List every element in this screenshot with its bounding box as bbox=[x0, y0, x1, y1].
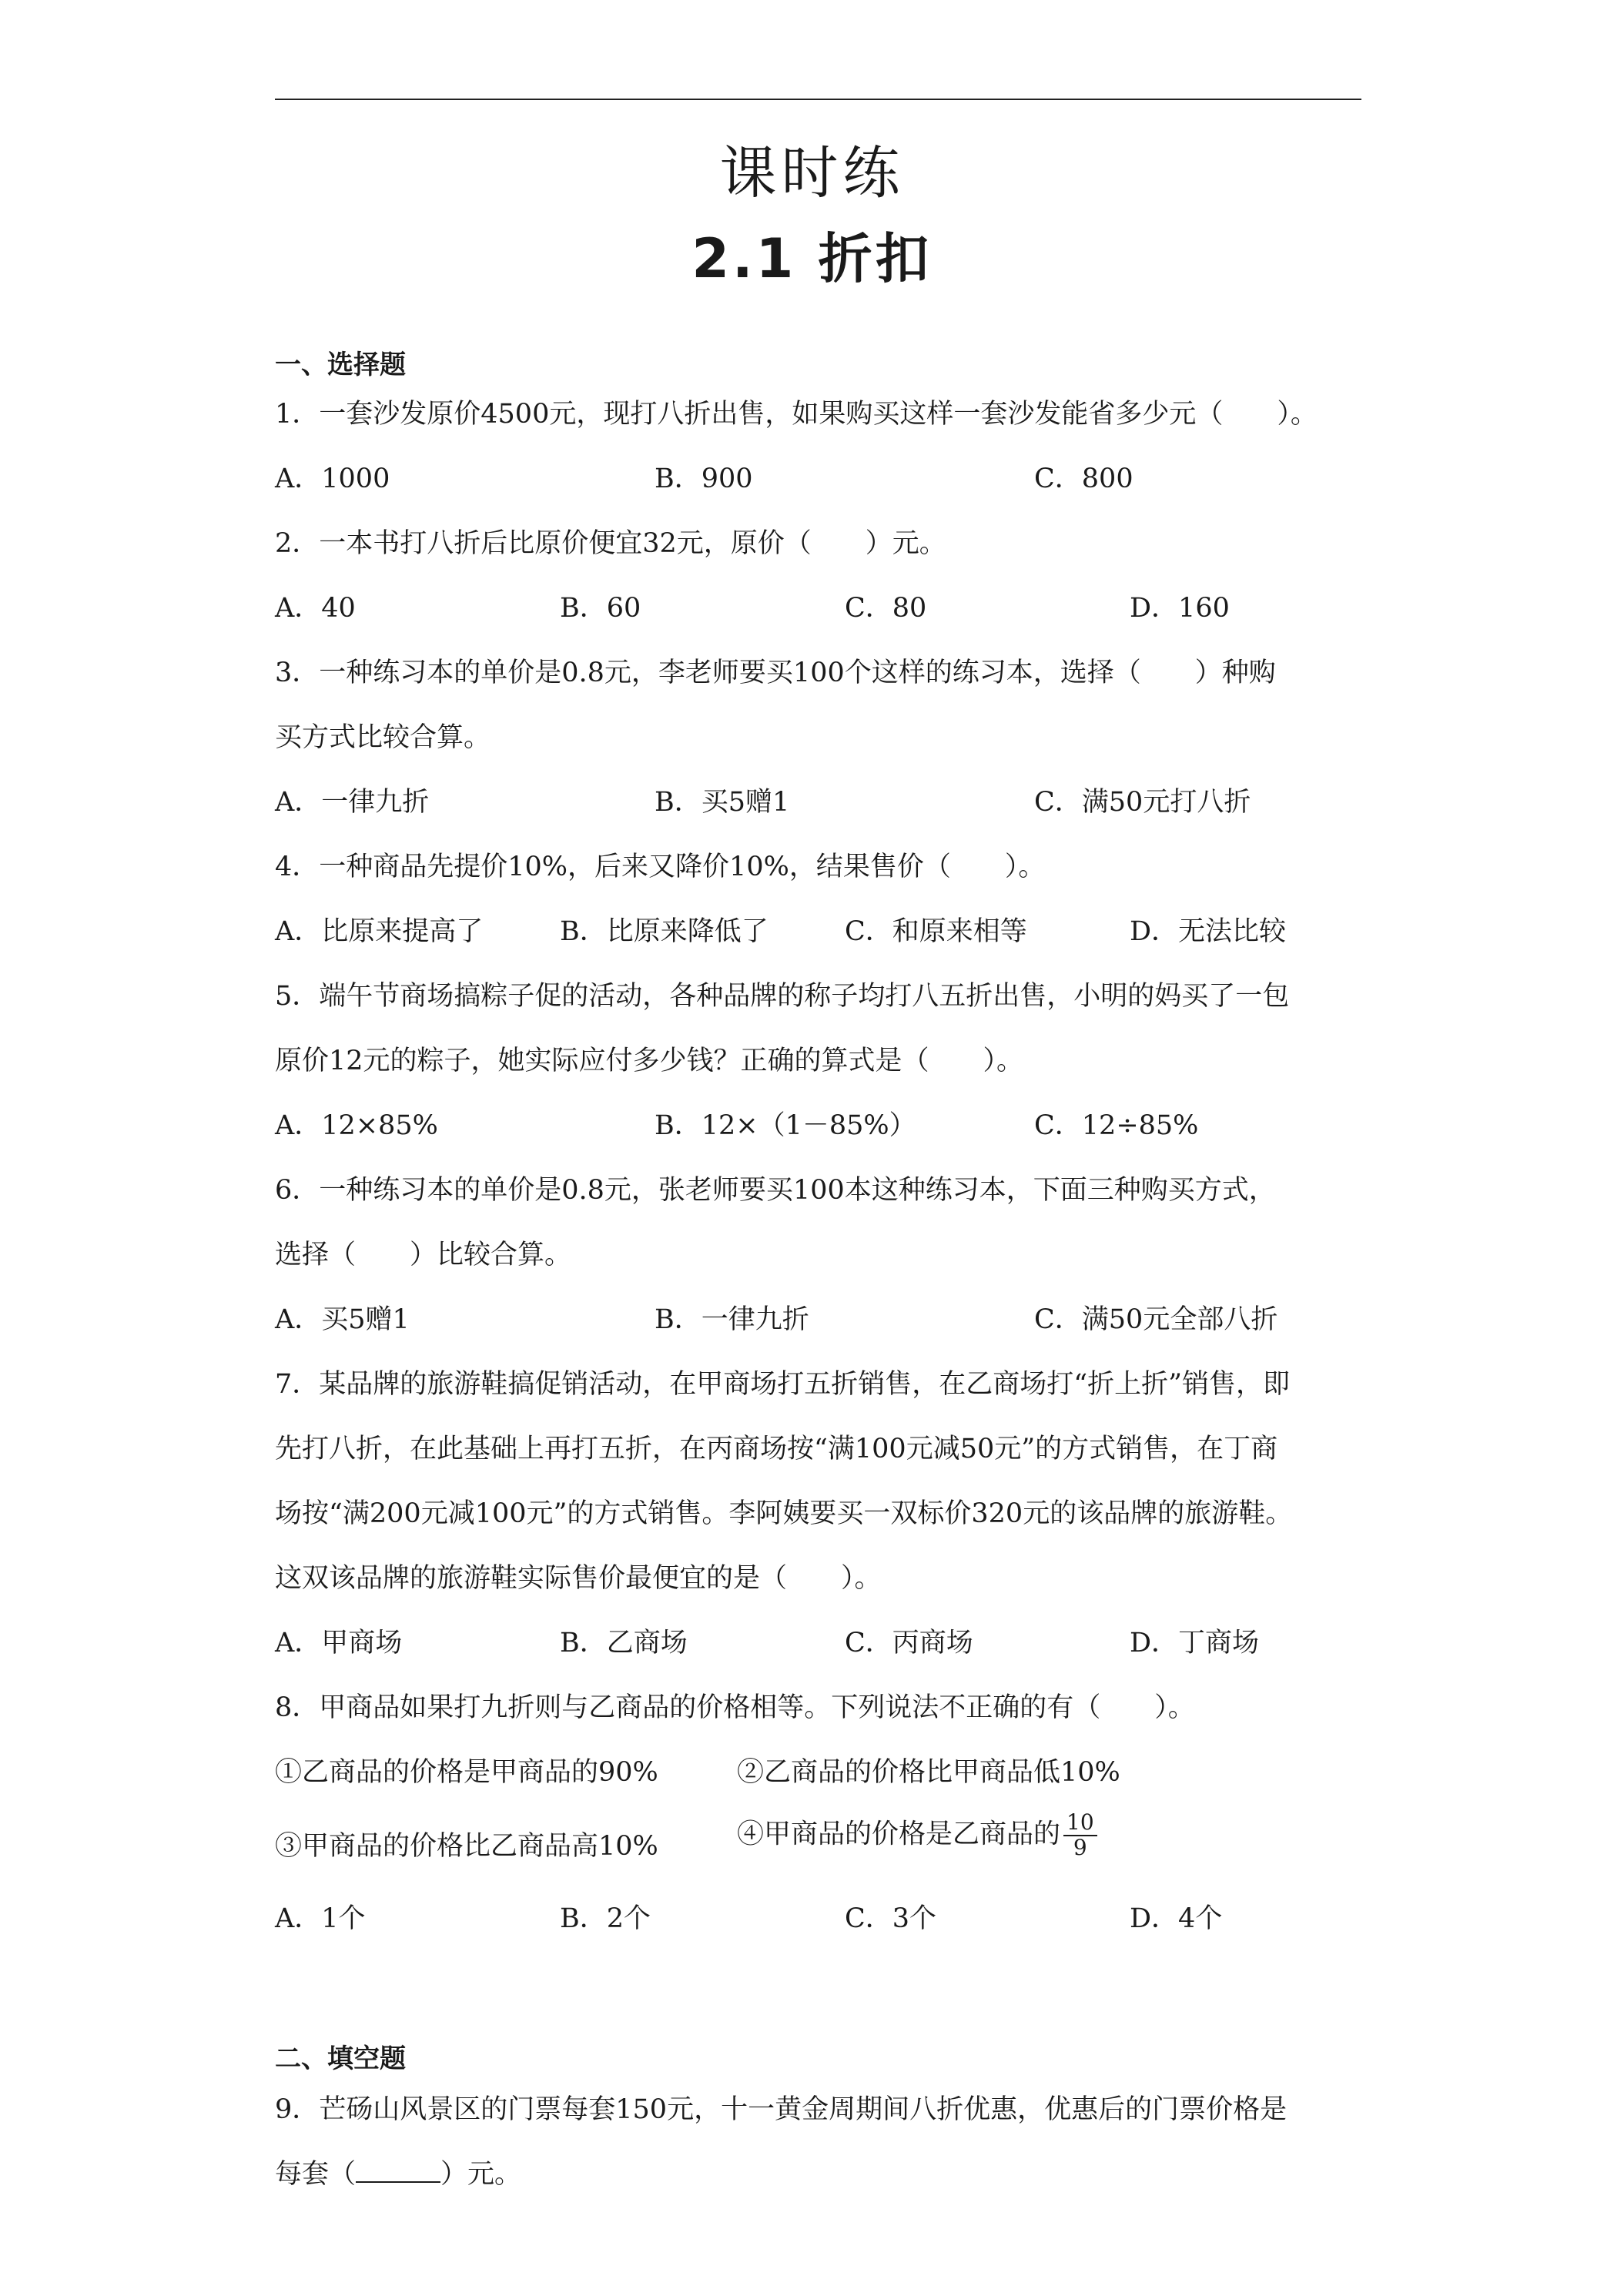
q7-option-a: A．甲商场 bbox=[275, 1628, 403, 1658]
q3-option-c: C．满50元打八折 bbox=[1034, 787, 1251, 818]
q8-option-b: B．2个 bbox=[560, 1903, 651, 1934]
question-4: 4．一种商品先提价10%，后来又降价10%，结果售价（ ）。 bbox=[275, 852, 1046, 882]
lesson-subtitle: 2.1 折扣 bbox=[691, 227, 933, 290]
q5-option-a: A．12×85% bbox=[275, 1110, 438, 1141]
q2-option-c: C．80 bbox=[845, 593, 927, 624]
q8-statement-4-text: ④甲商品的价格是乙商品的 bbox=[737, 1819, 1061, 1850]
q8-statement-2: ②乙商品的价格比甲商品低10% bbox=[737, 1757, 1120, 1788]
answer-blank[interactable] bbox=[356, 2158, 440, 2183]
q8-statement-1: ①乙商品的价格是甲商品的90% bbox=[275, 1757, 658, 1788]
question-6-line-2: 选择（ ）比较合算。 bbox=[275, 1240, 572, 1270]
fraction-denominator: 9 bbox=[1073, 1834, 1087, 1860]
q4-option-a: A．比原来提高了 bbox=[275, 916, 484, 947]
q7-option-b: B．乙商场 bbox=[560, 1628, 688, 1658]
section-heading-choice: 一、选择题 bbox=[275, 350, 406, 380]
fraction-ten-ninths bbox=[1063, 1811, 1097, 1860]
q1-option-b: B．900 bbox=[655, 464, 753, 494]
q4-option-d: D．无法比较 bbox=[1130, 916, 1287, 947]
question-7-line-4: 这双该品牌的旅游鞋实际售价最便宜的是（ ）。 bbox=[275, 1563, 882, 1594]
question-1: 1．一套沙发原价4500元，现打八折出售，如果购买这样一套沙发能省多少元（ ）。 bbox=[275, 399, 1318, 430]
question-5-line-2: 原价12元的粽子，她实际应付多少钱？正确的算式是（ ）。 bbox=[275, 1046, 1024, 1076]
question-6-line-1: 6．一种练习本的单价是0.8元，张老师要买100本这种练习本，下面三种购买方式， bbox=[275, 1175, 1276, 1206]
question-7-line-3: 场按“满200元减100元”的方式销售。李阿姨要买一双标价320元的该品牌的旅游鞋。 bbox=[275, 1498, 1293, 1529]
q5-option-c: C．12÷85% bbox=[1034, 1110, 1199, 1141]
q2-option-b: B．60 bbox=[560, 593, 641, 624]
q6-option-b: B．一律九折 bbox=[655, 1304, 809, 1335]
q3-option-b: B．买5赠1 bbox=[655, 787, 790, 818]
question-3-line-1: 3．一种练习本的单价是0.8元，李老师要买100个这样的练习本，选择（ ）种购 bbox=[275, 658, 1276, 688]
q9-prefix: 每套（ bbox=[275, 2159, 357, 2190]
q9-suffix: ）元。 bbox=[440, 2159, 522, 2190]
question-8: 8．甲商品如果打九折则与乙商品的价格相等。下列说法不正确的有（ ）。 bbox=[275, 1692, 1195, 1723]
q7-option-c: C．丙商场 bbox=[845, 1628, 973, 1658]
q6-option-c: C．满50元全部八折 bbox=[1034, 1304, 1278, 1335]
q1-option-c: C．800 bbox=[1034, 464, 1133, 494]
q5-option-b: B．12×（1－85%） bbox=[655, 1110, 916, 1141]
q8-option-a: A．1个 bbox=[275, 1903, 366, 1934]
header-rule bbox=[275, 99, 1361, 100]
question-5-line-1: 5．端午节商场搞粽子促的活动，各种品牌的称子均打八五折出售，小明的妈买了一包 bbox=[275, 981, 1290, 1012]
question-9-line-1: 9．芒砀山风景区的门票每套150元，十一黄金周期间八折优惠，优惠后的门票价格是 bbox=[275, 2094, 1287, 2125]
q8-option-c: C．3个 bbox=[845, 1903, 937, 1934]
q7-option-d: D．丁商场 bbox=[1130, 1628, 1260, 1658]
q4-option-b: B．比原来降低了 bbox=[560, 916, 768, 947]
q2-option-a: A．40 bbox=[275, 593, 356, 624]
question-2: 2．一本书打八折后比原价便宜32元，原价（ ）元。 bbox=[275, 528, 946, 559]
question-7-line-2: 先打八折，在此基础上再打五折，在丙商场按“满100元减50元”的方式销售，在丁商 bbox=[275, 1434, 1278, 1464]
q8-statement-3: ③甲商品的价格比乙商品高10% bbox=[275, 1831, 658, 1862]
q1-option-a: A．1000 bbox=[275, 464, 390, 494]
q8-statement-4 bbox=[737, 1811, 1097, 1860]
q4-option-c: C．和原来相等 bbox=[845, 916, 1027, 947]
q3-option-a: A．一律九折 bbox=[275, 787, 430, 818]
question-7-line-1: 7．某品牌的旅游鞋搞促销活动，在甲商场打五折销售，在乙商场打“折上折”销售，即 bbox=[275, 1369, 1291, 1400]
q2-option-d: D．160 bbox=[1130, 593, 1230, 624]
fraction-numerator: 10 bbox=[1063, 1811, 1097, 1836]
q6-option-a: A．买5赠1 bbox=[275, 1304, 410, 1335]
page-title: 课时练 bbox=[719, 140, 905, 206]
question-3-line-2: 买方式比较合算。 bbox=[275, 722, 491, 753]
q8-option-d: D．4个 bbox=[1130, 1903, 1223, 1934]
section-heading-fill-in: 二、填空题 bbox=[275, 2043, 406, 2074]
question-9-line-2 bbox=[275, 2153, 521, 2191]
